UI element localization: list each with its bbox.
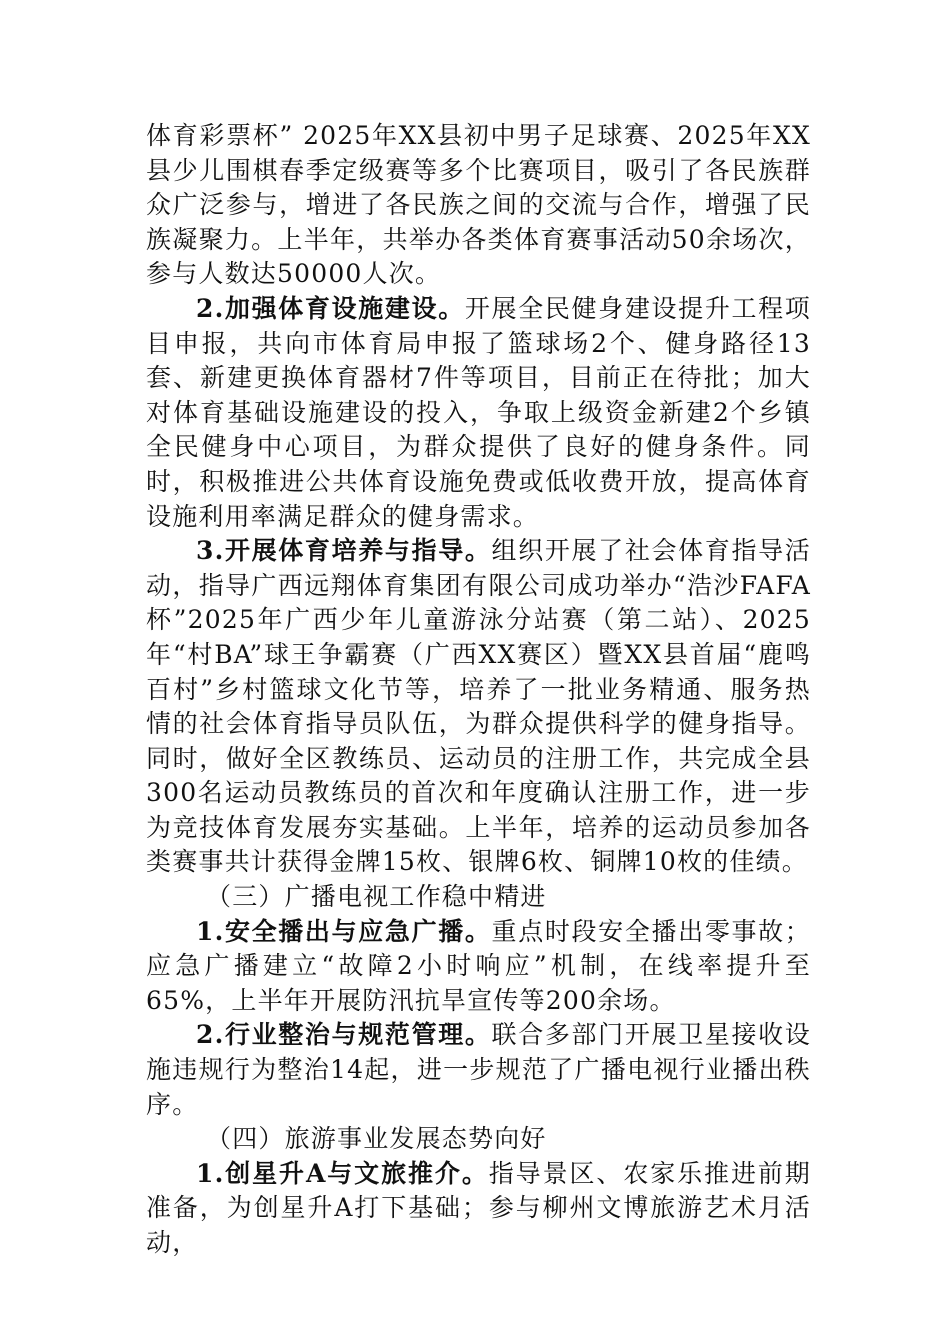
paragraph-sports-events-continued	[146, 119, 811, 292]
paragraph-sports-training	[146, 534, 811, 880]
paragraph-text: 体育彩票杯” 2025年XX县初中男子足球赛、2025年XX县少儿围棋春季定级赛等多个比赛项目，吸引了各民族群众广泛参与，增进了各民族之间的交流与合作，增强了民族凝聚力。上半年，共举办各类体育赛事活动50余场次，参与人数达50000人次。	[146, 121, 811, 289]
paragraph-text: 联合多部门开展卫星接收设施违规行为整治14起，进一步规范了广播电视行业播出秩序。	[146, 1020, 811, 1119]
paragraph-lead: 1.创星升A与文旅推介。	[196, 1158, 489, 1188]
document-body	[146, 119, 811, 1261]
paragraph-lead: 2.加强体育设施建设。	[196, 293, 465, 323]
paragraph-broadcast-safety	[146, 915, 811, 1019]
paragraph-sports-facilities	[146, 292, 811, 534]
paragraph-text: 指导景区、农家乐推进前期准备，为创星升A打下基础；参与柳州文博旅游艺术月活动，	[146, 1158, 811, 1257]
section-heading-broadcasting: （三）广播电视工作稳中精进	[206, 882, 547, 912]
paragraph-text: 组织开展了社会体育指导活动，指导广西远翔体育集团有限公司成功举办“浩沙FAFA杯”2025年广西少年儿童游泳分站赛（第二站）、2025年“村BA”球王争霸赛（广西XX赛区）暨XX县首届“鹿鸣百村”乡村篮球文化节等，培养了一批业务精通、服务热情的社会体育指导员队伍，为群众提供科学的健身指导。同时，做好全区教练员、运动员的注册工作，共完成全县300名运动员教练员的首次和年度确认注册工作，进一步为竞技体育发展夯实基础。上半年，培养的运动员参加各类赛事共计获得金牌15枚、银牌6枚、铜牌10枚的佳绩。	[146, 536, 811, 877]
paragraph-text: 重点时段安全播出零事故；应急广播建立“故障2小时响应”机制，在线率提升至65%，上半年开展防汛抗旱宣传等200余场。	[146, 916, 811, 1015]
paragraph-industry-regulation	[146, 1018, 811, 1122]
paragraph-lead: 1.安全播出与应急广播。	[196, 916, 492, 946]
section-heading-tourism: （四）旅游事业发展态势向好	[206, 1124, 547, 1154]
paragraph-lead: 3.开展体育培养与指导。	[196, 536, 492, 566]
paragraph-text: 开展全民健身建设提升工程项目申报，共向市体育局申报了篮球场2个、健身路径13套、新建更换体育器材7件等项目，目前正在待批；加大对体育基础设施建设的投入，争取上级资金新建2个乡镇全民健身中心项目，为群众提供了良好的健身条件。同时，积极推进公共体育设施免费或低收费开放，提高体育设施利用率满足群众的健身需求。	[146, 293, 811, 531]
paragraph-tourism-promotion	[146, 1157, 811, 1261]
paragraph-lead: 2.行业整治与规范管理。	[196, 1020, 492, 1050]
